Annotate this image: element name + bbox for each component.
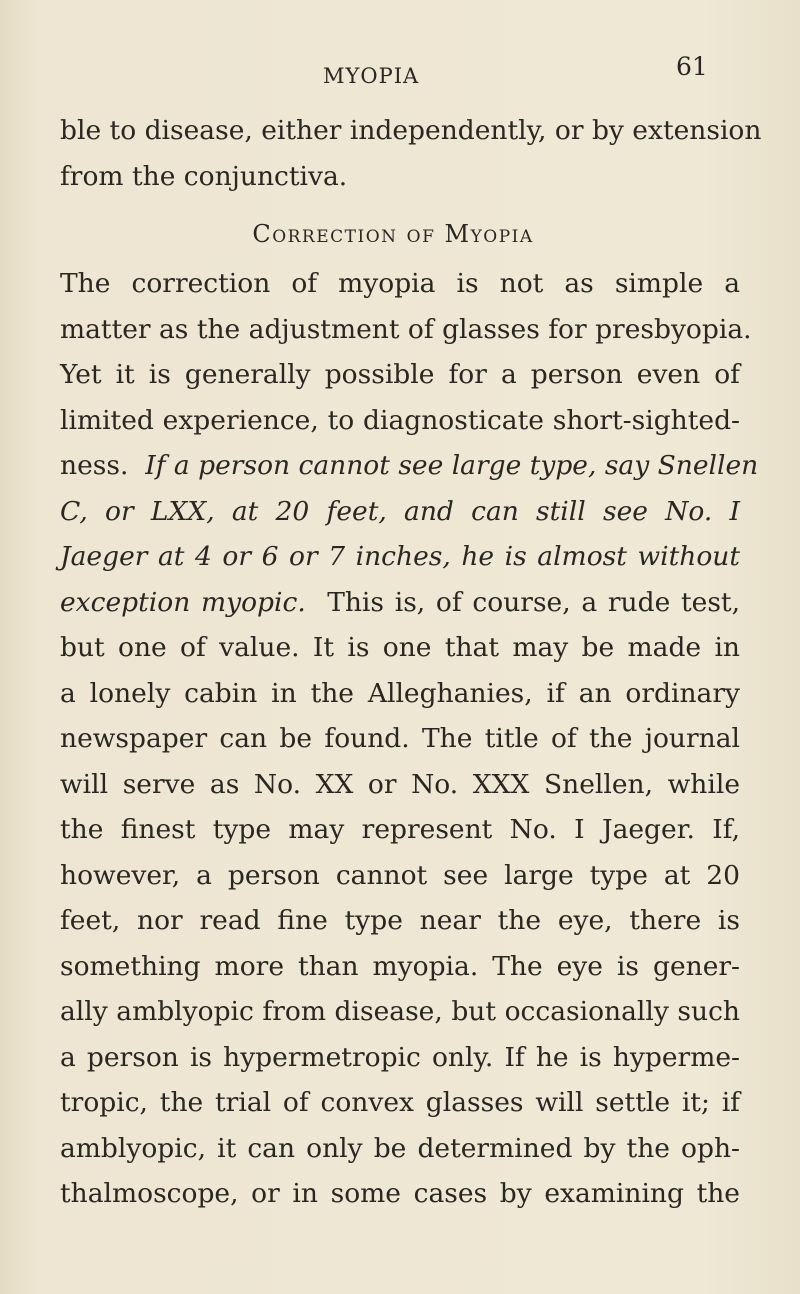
text-line: [60, 534, 740, 580]
text-line: The correction of myopia is not as simple a: [60, 268, 740, 299]
section-heading: Correction of Myopia: [252, 220, 534, 248]
text-run: This is, of course, a rude test,: [327, 586, 740, 618]
text-line: from the conjunctiva.: [60, 160, 348, 192]
text-line: amblyopic, it can only be determined by the oph-: [60, 1132, 740, 1164]
text-line: matter as the adjustment of glasses for presbyopia.: [60, 313, 752, 345]
italic-text-run: Jaeger at 4 or 6 or 7 inches, he is almost without: [60, 541, 740, 572]
text-line: a lonely cabin in the Alleghanies, if an ordinary: [60, 677, 740, 709]
text-line: will serve as No. XX or No. XXX Snellen, while: [60, 768, 740, 800]
body-text: [60, 108, 762, 1217]
text-line: ally amblyopic from disease, but occasionally such: [60, 996, 740, 1027]
text-line: newspaper can be found. The title of the journal: [60, 723, 740, 754]
text-line: the finest type may represent No. I Jaeger. If,: [60, 814, 740, 845]
text-run: ness.: [60, 450, 129, 481]
text-line: Yet it is generally possible for a person even of: [60, 359, 740, 390]
italic-text-run: If a person cannot see large type, say Snellen: [145, 450, 759, 481]
text-line: something more than myopia. The eye is gener-: [60, 950, 740, 982]
text-line: a person is hypermetropic only. If he is hyperme-: [60, 1041, 740, 1073]
page-number: 61: [676, 52, 708, 81]
running-head: [0, 52, 800, 92]
text-line: [60, 489, 740, 535]
running-title: MYOPIA: [323, 64, 420, 88]
text-line: tropic, the trial of convex glasses will settle it; if: [60, 1087, 740, 1118]
text-line: [60, 443, 759, 489]
text-line: however, a person cannot see large type at 20: [60, 859, 740, 891]
italic-text-run: exception myopic.: [60, 586, 306, 618]
text-line: limited experience, to diagnosticate short-sighted-: [60, 404, 740, 436]
text-line: [60, 580, 740, 626]
italic-text-run: C, or LXX, at 20 feet, and can still see No. I: [60, 495, 740, 527]
text-line: thalmoscope, or in some cases by examining the: [60, 1178, 740, 1209]
text-line: feet, nor read fine type near the eye, there is: [60, 905, 740, 936]
text-line: ble to disease, either independently, or by extension: [60, 115, 762, 146]
text-line: but one of value. It is one that may be made in: [60, 632, 740, 663]
